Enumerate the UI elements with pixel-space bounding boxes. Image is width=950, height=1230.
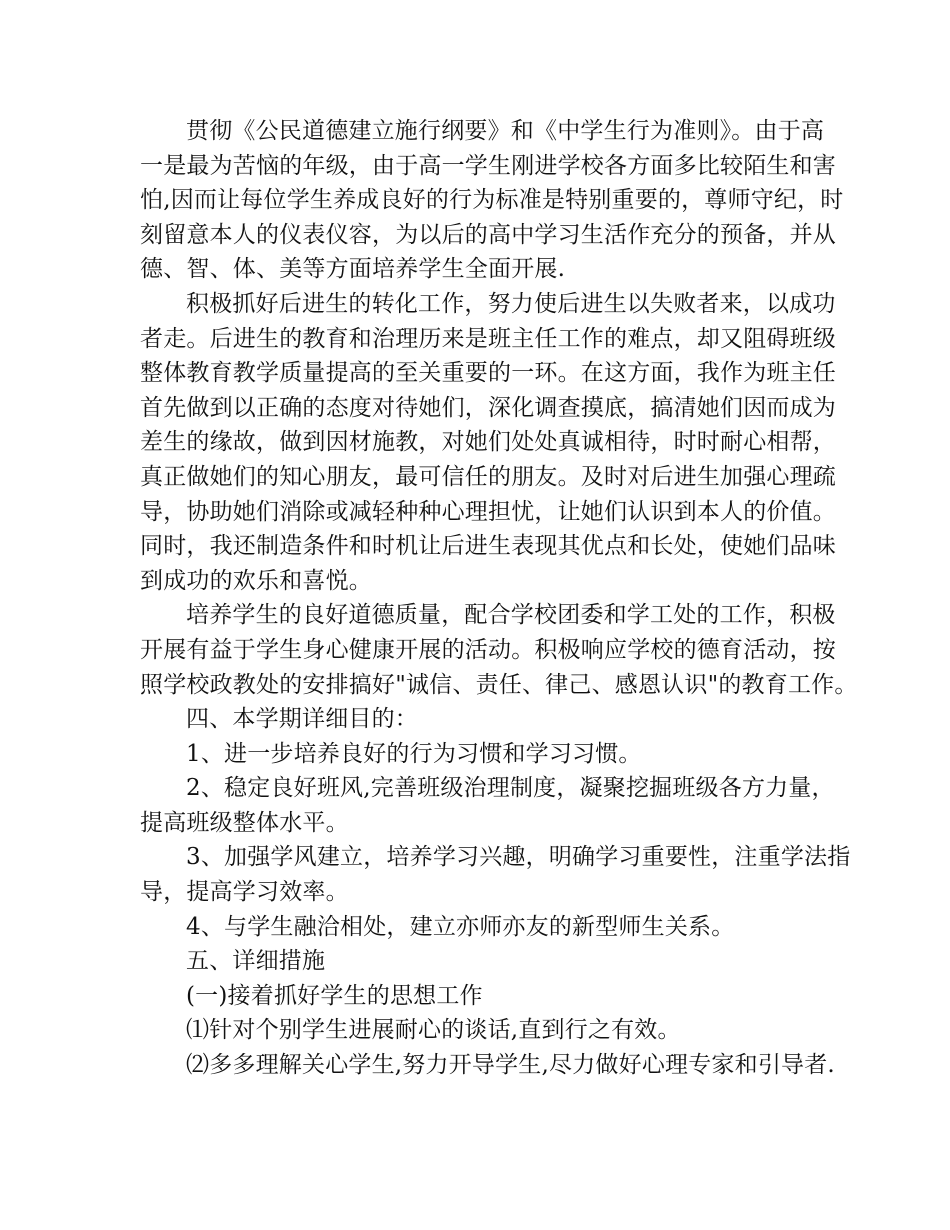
subsection-heading: (一)接着抓好学生的思想工作: [186, 982, 483, 1009]
text-line: 整体教育教学质量提高的至关重要的一环。在这方面，我作为班主任: [140, 360, 836, 387]
text-line: 首先做到以正确的态度对待她们，深化调查摸底，搞清她们因而成为: [140, 394, 836, 421]
text-line: 导，提高学习效率。: [140, 879, 349, 906]
list-item: 2、稳定良好班风,完善班级治理制度，凝聚挖掘班级各方力量，: [186, 775, 835, 802]
list-item: 1、进一步培养良好的行为习惯和学习习惯。: [186, 740, 642, 767]
list-item: 4、与学生融洽相处，建立亦师亦友的新型师生关系。: [186, 913, 735, 940]
text-line: 到成功的欢乐和喜悦。: [140, 567, 372, 594]
text-line: 德、智、体、美等方面培养学生全面开展.: [140, 256, 566, 283]
text-line: 刻留意本人的仪表仪容，为以后的高中学习生活作充分的预备，并从: [140, 221, 836, 248]
section-heading: 五、详细措施: [186, 948, 326, 975]
text-line: 贯彻《公民道德建立施行纲要》和《中学生行为准则》。由于高: [186, 118, 825, 144]
list-item: ⑴针对个别学生进展耐心的谈话,直到行之有效。: [186, 1017, 681, 1044]
text-line: 导，协助她们消除或减轻种种心理担忧，让她们认识到本人的价值。: [140, 498, 836, 525]
text-line: 积极抓好后进生的转化工作，努力使后进生以失败者来，以成功: [186, 290, 836, 317]
text-line: 培养学生的良好道德质量，配合学校团委和学工处的工作，积极: [186, 602, 836, 629]
text-line: 差生的缘故，做到因材施教，对她们处处真诚相待，时时耐心相帮，: [140, 429, 836, 456]
text-line: 同时，我还制造条件和时机让后进生表现其优点和长处，使她们品味: [140, 533, 836, 560]
text-line: 照学校政教处的安排搞好"诚信、责任、律己、感恩认识"的教育工作。: [140, 671, 858, 698]
list-item: ⑵多多理解关心学生,努力开导学生,尽力做好心理专家和引导者.: [186, 1052, 835, 1079]
text-line: 真正做她们的知心朋友，最可信任的朋友。及时对后进生加强心理疏: [140, 463, 836, 490]
text-line: 一是最为苦恼的年级，由于高一学生刚进学校各方面多比较陌生和害: [140, 152, 836, 179]
document-body: [140, 114, 858, 1083]
text-line: 开展有益于学生身心健康开展的活动。积极响应学校的德育活动，按: [140, 636, 836, 663]
text-line: 者走。后进生的教育和治理历来是班主任工作的难点，却又阻碍班级: [140, 325, 836, 352]
list-item: 3、加强学风建立，培养学习兴趣，明确学习重要性，注重学法指: [186, 844, 851, 871]
text-line: 怕,因而让每位学生养成良好的行为标准是特别重要的，尊师守纪，时: [140, 187, 844, 214]
section-heading: 四、本学期详细目的：: [186, 706, 418, 733]
text-line: 提高班级整体水平。: [140, 809, 349, 836]
